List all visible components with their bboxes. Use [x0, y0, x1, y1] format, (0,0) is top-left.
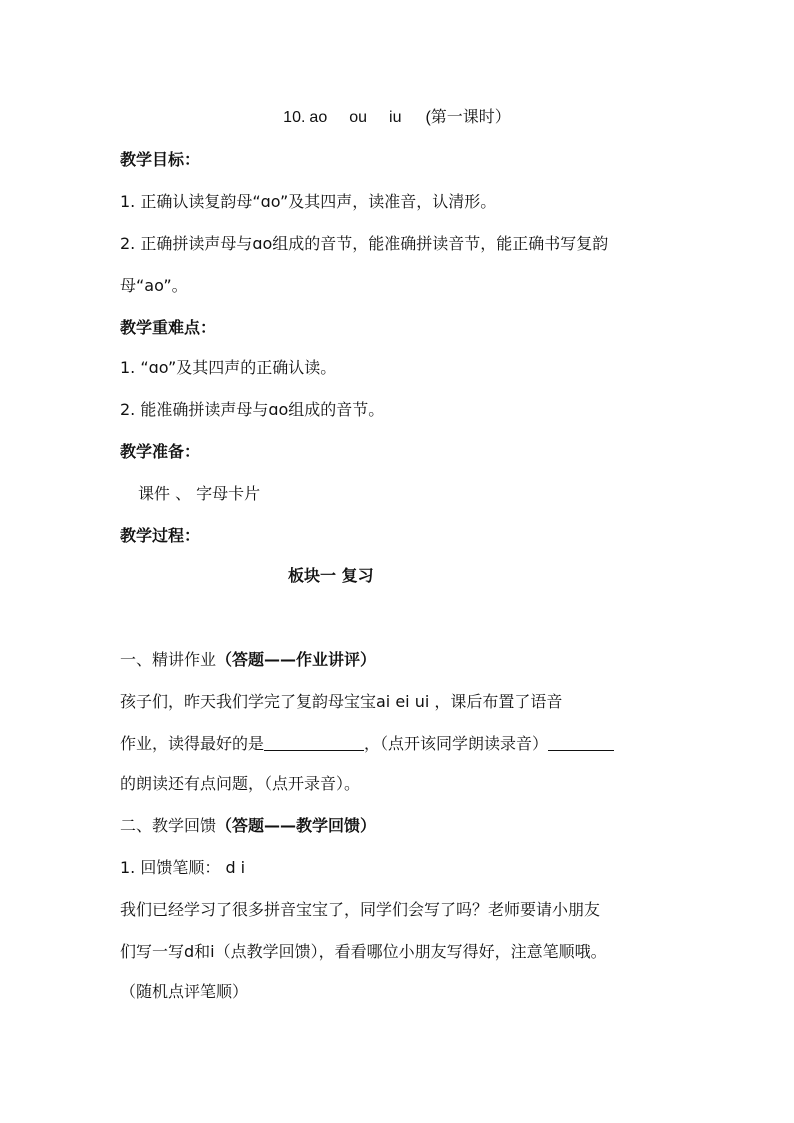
- part1-paragraph-line1: 孩子们，昨天我们学完了复韵母宝宝ai ei ui ，课后布置了语音: [120, 692, 563, 711]
- part2-heading-note: （答题——教学回馈）: [216, 816, 377, 835]
- goals-heading: 教学目标：: [120, 150, 201, 169]
- difficulty-item-1: 1. “ɑo”及其四声的正确认读。: [120, 358, 337, 377]
- part1-line2-text-b: ，（点开该同学朗读录音）: [364, 734, 549, 753]
- part2-heading-label: 二、教学回馈: [120, 816, 217, 835]
- title-suffix: (第一课时）: [425, 109, 511, 126]
- part1-heading: [120, 650, 376, 670]
- goal-item-1: 1. 正确认读复韵母“ɑo”及其四声，读准音，认清形。: [120, 192, 497, 211]
- part2-heading: [120, 816, 376, 836]
- block-title: 板块一 复习: [288, 566, 374, 585]
- title-pinyin-ou: ou: [349, 109, 368, 126]
- student-name-blank-2: [548, 734, 614, 751]
- part2-paragraph-line2: 们写一写d和i（点教学回馈），看看哪位小朋友写得好，注意笔顺哦。: [120, 942, 607, 961]
- difficulty-item-2: 2. 能准确拼读声母与ɑo组成的音节。: [120, 400, 385, 419]
- part2-paragraph-line1: 我们已经学习了很多拼音宝宝了，同学们会写了吗？老师要请小朋友: [120, 900, 601, 919]
- goal-item-2-line2: 母“ao”。: [120, 276, 188, 295]
- title-pinyin-ao: ao: [309, 109, 328, 126]
- part1-paragraph-line3: 的朗读还有点问题，（点开录音）。: [120, 774, 361, 793]
- part1-heading-label: 一、精讲作业: [120, 650, 217, 669]
- prep-heading: 教学准备：: [120, 442, 201, 461]
- difficulty-heading: 教学重难点：: [120, 318, 217, 337]
- part1-paragraph-line2: [120, 734, 614, 754]
- student-name-blank-1: [264, 734, 364, 751]
- part1-heading-note: （答题——作业讲评）: [216, 650, 377, 669]
- goal-item-2-line1: 2. 正确拼读声母与ɑo组成的音节，能准确拼读音节，能正确书写复韵: [120, 234, 609, 253]
- lesson-title: [0, 108, 794, 128]
- part2-paragraph-line3: （随机点评笔顺）: [120, 982, 249, 1001]
- prep-items: 课件 、 字母卡片: [138, 484, 261, 503]
- part2-item-1: 1. 回馈笔顺： d i: [120, 858, 246, 877]
- process-heading: 教学过程：: [120, 526, 201, 545]
- part1-line2-text-a: 作业，读得最好的是: [120, 734, 265, 753]
- title-number: 10.: [283, 109, 306, 126]
- title-pinyin-iu: iu: [389, 109, 402, 126]
